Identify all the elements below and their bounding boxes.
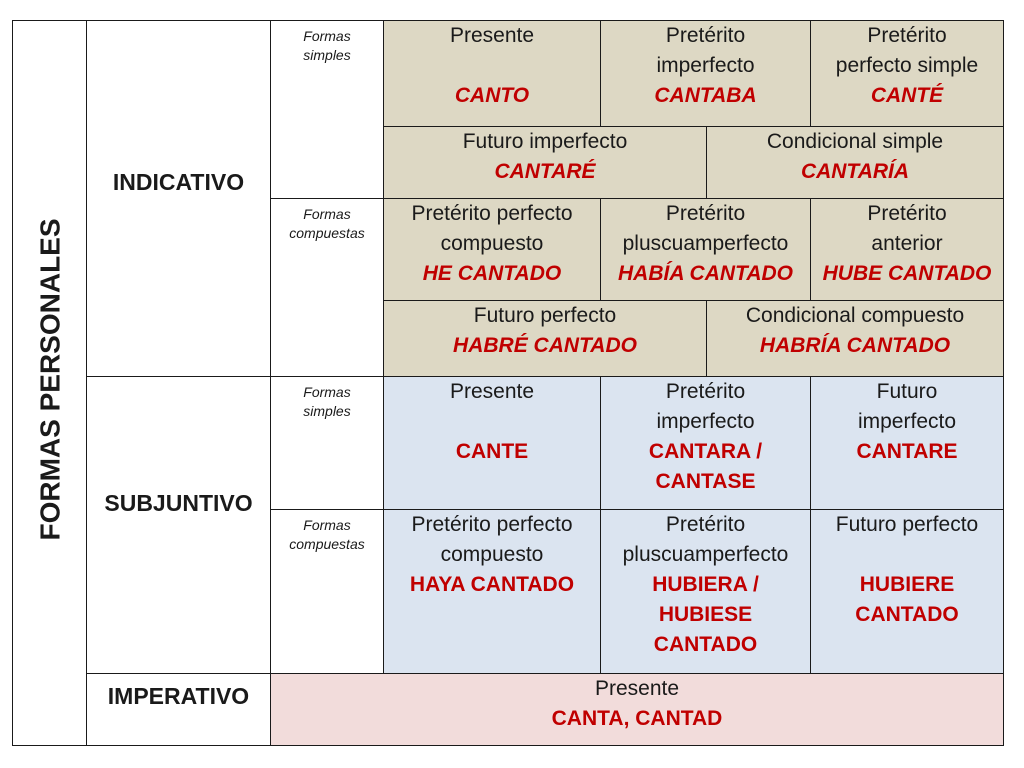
tense-name: Pretérito: [665, 24, 746, 47]
mood-subjuntivo: [86, 376, 271, 674]
verb-form: CANTA, CANTAD: [551, 707, 723, 730]
mood-label: IMPERATIVO: [107, 683, 250, 709]
tense-name: pluscuamperfecto: [622, 543, 789, 566]
tense-name: Condicional simple: [766, 130, 944, 153]
group-ind-compound: [270, 198, 384, 377]
tense-ind-futuro-imperfecto: [383, 126, 707, 199]
tense-ind-presente: [383, 20, 601, 127]
tense-name: Pretérito: [665, 513, 746, 536]
group-label-line: compuestas: [289, 225, 365, 241]
verb-form: HABÍA CANTADO: [618, 262, 793, 285]
verb-form: HABRÍA CANTADO: [759, 334, 951, 357]
verb-form: HUBIERA /: [652, 573, 759, 596]
verb-form: CANTABA: [654, 84, 757, 107]
tense-name: imperfecto: [656, 54, 755, 77]
group-label-line: Formas: [303, 384, 351, 400]
tense-sub-pret-imperfecto: [600, 376, 811, 510]
tense-name: Pretérito: [665, 380, 746, 403]
tense-ind-condicional-compuesto: [706, 300, 1004, 377]
tense-ind-pret-anterior: [810, 198, 1004, 301]
group-ind-simple: [270, 20, 384, 199]
verb-form: CANTADO: [855, 603, 959, 626]
verb-form: CANTÉ: [870, 84, 944, 107]
tense-name: Pretérito: [665, 202, 746, 225]
tense-name: Pretérito perfecto: [411, 513, 573, 536]
tense-ind-condicional-simple: [706, 126, 1004, 199]
tense-sub-futuro-perfecto: [810, 509, 1004, 674]
group-sub-compound: [270, 509, 384, 674]
tense-name: compuesto: [440, 232, 544, 255]
verb-form: HUBE CANTADO: [822, 262, 992, 285]
tense-name: Pretérito perfecto: [411, 202, 573, 225]
group-sub-simple: [270, 376, 384, 510]
tense-name: Presente: [449, 380, 535, 403]
tense-name: Futuro perfecto: [835, 513, 979, 536]
group-label-line: compuestas: [289, 536, 365, 552]
verb-form: CANTARE: [856, 440, 958, 463]
tense-sub-futuro-imperfecto: [810, 376, 1004, 510]
tense-name: anterior: [871, 232, 943, 255]
verb-form: HE CANTADO: [422, 262, 562, 285]
mood-imperativo: [86, 673, 271, 746]
verb-form: HUBIERE: [859, 573, 955, 596]
group-label-line: simples: [303, 403, 351, 419]
tense-name: Pretérito: [867, 202, 947, 225]
group-label-line: Formas: [303, 206, 351, 222]
tense-name: imperfecto: [857, 410, 957, 433]
verb-form: CANTARÉ: [494, 160, 596, 183]
verb-form: CANTADO: [653, 633, 758, 656]
tense-name: Pretérito: [867, 24, 947, 47]
tense-name: imperfecto: [656, 410, 755, 433]
verb-form: CANTARÍA: [800, 160, 910, 183]
tense-ind-futuro-perfecto: [383, 300, 707, 377]
tense-name: Futuro: [876, 380, 938, 403]
tense-ind-pret-imperfecto: [600, 20, 811, 127]
group-label-line: Formas: [303, 28, 351, 44]
personal-forms-column: [12, 20, 87, 746]
tense-sub-pret-perf-compuesto: [383, 509, 601, 674]
tense-sub-presente: [383, 376, 601, 510]
verb-form: HUBIESE: [658, 603, 753, 626]
tense-name: Condicional compuesto: [745, 304, 965, 327]
tense-ind-pret-perf-simple: [810, 20, 1004, 127]
tense-name: Futuro imperfecto: [462, 130, 628, 153]
tense-sub-pret-pluscuamperfecto: [600, 509, 811, 674]
verb-form: HABRÉ CANTADO: [453, 334, 637, 357]
tense-ind-pret-pluscuamperfecto: [600, 198, 811, 301]
verb-form: HAYA CANTADO: [409, 573, 575, 596]
verb-form: CANTARA /: [648, 440, 763, 463]
group-label-line: Formas: [303, 517, 351, 533]
tense-name: compuesto: [440, 543, 544, 566]
tense-name: perfecto simple: [835, 54, 979, 77]
tense-name: pluscuamperfecto: [622, 232, 789, 255]
vertical-title: FORMAS PERSONALES: [34, 218, 66, 541]
tense-imp-presente: [270, 673, 1004, 746]
group-label-line: simples: [303, 47, 351, 63]
verb-form: CANTO: [454, 84, 530, 107]
mood-label: INDICATIVO: [112, 169, 245, 195]
tense-name: Presente: [449, 24, 535, 47]
verb-form: CANTE: [455, 440, 529, 463]
tense-ind-pret-perf-compuesto: [383, 198, 601, 301]
mood-label: SUBJUNTIVO: [104, 490, 253, 516]
tense-name: Presente: [594, 677, 680, 700]
tense-name: Futuro perfecto: [473, 304, 617, 327]
verb-form: CANTASE: [655, 470, 756, 493]
mood-indicativo: [86, 20, 271, 377]
